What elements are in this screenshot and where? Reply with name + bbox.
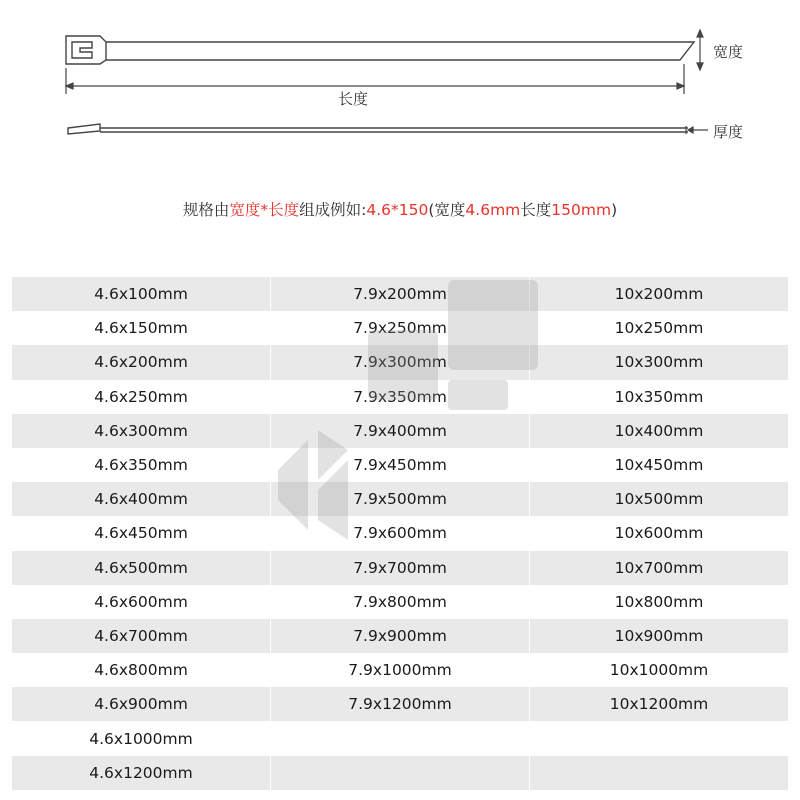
size-cell: 4.6x600mm bbox=[12, 585, 270, 619]
size-cell: 7.9x1000mm bbox=[270, 653, 529, 687]
spec-text-1: 规格由 bbox=[182, 201, 230, 219]
size-cell: 10x300mm bbox=[529, 345, 788, 379]
length-dimension bbox=[66, 64, 684, 94]
size-cell: 7.9x400mm bbox=[270, 414, 529, 448]
width-label: 宽度 bbox=[713, 43, 744, 61]
table-row bbox=[12, 721, 788, 755]
size-cell: 7.9x900mm bbox=[270, 619, 529, 653]
thickness-label: 厚度 bbox=[713, 123, 744, 141]
width-dimension bbox=[697, 30, 703, 70]
size-cell: 10x900mm bbox=[529, 619, 788, 653]
size-cell: 10x450mm bbox=[529, 448, 788, 482]
tie-top-view bbox=[66, 36, 694, 64]
size-cell: 7.9x200mm bbox=[270, 277, 529, 311]
size-cell: 7.9x700mm bbox=[270, 551, 529, 585]
tie-side-view bbox=[68, 124, 688, 134]
spec-text-3: (宽度 bbox=[428, 201, 466, 219]
size-cell: 10x600mm bbox=[529, 516, 788, 550]
size-cell: 4.6x1000mm bbox=[12, 721, 270, 755]
size-cell: 4.6x300mm bbox=[12, 414, 270, 448]
spec-highlight-length: 150mm bbox=[551, 201, 612, 219]
table-row bbox=[12, 448, 788, 482]
spec-text-2: 组成例如: bbox=[299, 201, 367, 219]
size-cell: 4.6x900mm bbox=[12, 687, 270, 721]
table-row bbox=[12, 482, 788, 516]
size-cell: 7.9x600mm bbox=[270, 516, 529, 550]
size-cell: 7.9x1200mm bbox=[270, 687, 529, 721]
spec-highlight-width: 4.6mm bbox=[465, 201, 521, 219]
size-cell: 4.6x400mm bbox=[12, 482, 270, 516]
size-cell bbox=[270, 721, 529, 755]
size-cell: 7.9x250mm bbox=[270, 311, 529, 345]
table-row bbox=[12, 619, 788, 653]
size-table-body bbox=[12, 277, 788, 790]
size-cell bbox=[529, 756, 788, 790]
table-row bbox=[12, 551, 788, 585]
size-cell: 4.6x500mm bbox=[12, 551, 270, 585]
size-cell bbox=[270, 756, 529, 790]
size-cell: 4.6x800mm bbox=[12, 653, 270, 687]
table-row bbox=[12, 380, 788, 414]
size-cell: 7.9x300mm bbox=[270, 345, 529, 379]
size-cell: 4.6x150mm bbox=[12, 311, 270, 345]
spec-text-5: ) bbox=[611, 201, 618, 219]
size-cell: 4.6x200mm bbox=[12, 345, 270, 379]
size-cell: 10x1000mm bbox=[529, 653, 788, 687]
size-cell: 4.6x350mm bbox=[12, 448, 270, 482]
size-cell: 7.9x800mm bbox=[270, 585, 529, 619]
spec-text-4: 长度 bbox=[520, 201, 552, 219]
size-cell: 10x200mm bbox=[529, 277, 788, 311]
size-cell: 10x500mm bbox=[529, 482, 788, 516]
size-cell: 10x700mm bbox=[529, 551, 788, 585]
table-row bbox=[12, 516, 788, 550]
size-cell: 10x400mm bbox=[529, 414, 788, 448]
table-row bbox=[12, 756, 788, 790]
cable-tie-diagram bbox=[0, 0, 800, 180]
length-label: 长度 bbox=[338, 90, 369, 108]
size-cell: 4.6x700mm bbox=[12, 619, 270, 653]
size-cell: 4.6x1200mm bbox=[12, 756, 270, 790]
size-cell: 7.9x450mm bbox=[270, 448, 529, 482]
size-cell: 4.6x250mm bbox=[12, 380, 270, 414]
spec-highlight-example: 4.6*150 bbox=[366, 201, 429, 219]
size-cell: 10x250mm bbox=[529, 311, 788, 345]
table-row bbox=[12, 585, 788, 619]
size-cell: 4.6x100mm bbox=[12, 277, 270, 311]
size-cell: 10x350mm bbox=[529, 380, 788, 414]
spec-highlight-formula: 宽度*长度 bbox=[229, 201, 300, 219]
size-cell: 10x1200mm bbox=[529, 687, 788, 721]
size-cell: 4.6x450mm bbox=[12, 516, 270, 550]
thickness-dimension bbox=[686, 126, 708, 134]
size-cell bbox=[529, 721, 788, 755]
spec-explanation bbox=[0, 198, 800, 220]
table-row bbox=[12, 277, 788, 311]
table-row bbox=[12, 311, 788, 345]
table-row bbox=[12, 687, 788, 721]
table-row bbox=[12, 414, 788, 448]
size-cell: 7.9x350mm bbox=[270, 380, 529, 414]
size-cell: 7.9x500mm bbox=[270, 482, 529, 516]
table-row bbox=[12, 345, 788, 379]
size-cell: 10x800mm bbox=[529, 585, 788, 619]
size-table bbox=[12, 277, 788, 790]
table-row bbox=[12, 653, 788, 687]
